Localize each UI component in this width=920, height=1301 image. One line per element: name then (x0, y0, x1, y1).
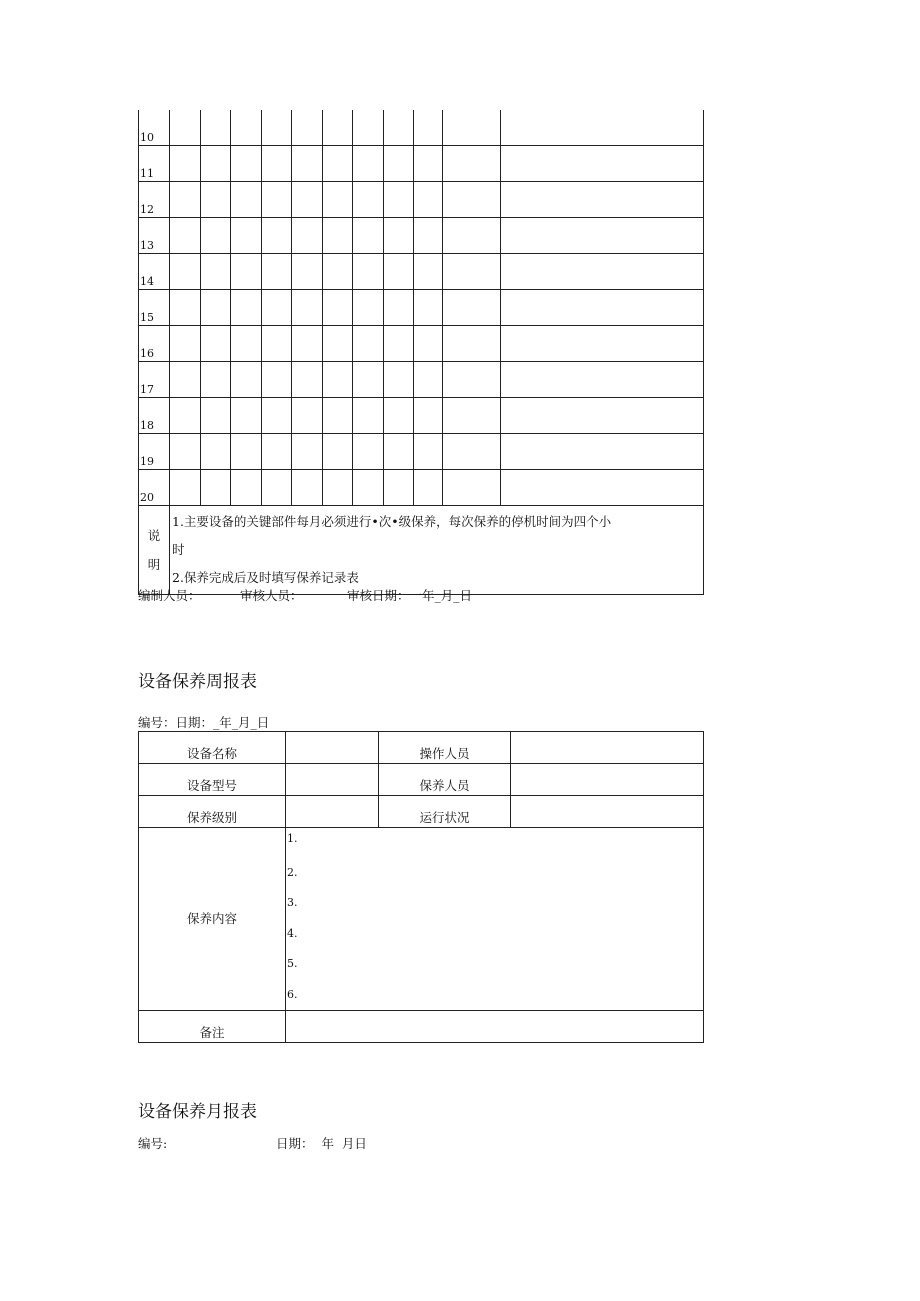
log-cell[interactable] (501, 146, 704, 182)
weekly-report-title: 设备保养周报表 (138, 672, 257, 692)
note-text-cell (170, 506, 704, 595)
log-cell[interactable] (414, 254, 443, 290)
log-row (139, 146, 704, 182)
log-cell[interactable] (231, 434, 262, 470)
log-cell[interactable] (414, 110, 443, 146)
log-cell[interactable] (384, 398, 414, 434)
log-cell[interactable] (414, 470, 443, 506)
log-cell[interactable] (201, 434, 231, 470)
content-item: 3. (287, 896, 298, 910)
log-cell[interactable] (323, 326, 353, 362)
log-cell[interactable] (323, 146, 353, 182)
log-cell[interactable] (353, 398, 384, 434)
log-cell[interactable] (292, 146, 323, 182)
log-row (139, 362, 704, 398)
log-cell[interactable] (292, 182, 323, 218)
row-number: 12 (139, 182, 170, 218)
log-cell[interactable] (384, 434, 414, 470)
monthly-report-code: 编号: (138, 1136, 168, 1151)
row-number: 16 (139, 326, 170, 362)
log-cell[interactable] (323, 182, 353, 218)
log-cell[interactable] (231, 254, 262, 290)
device-name-label: 设备名称 (139, 732, 286, 764)
log-cell[interactable] (501, 362, 704, 398)
log-cell[interactable] (353, 362, 384, 398)
content-item: 1. (287, 832, 298, 845)
log-cell[interactable] (323, 470, 353, 506)
signoff-compiler: 编制人员： (138, 588, 201, 603)
log-cell[interactable] (262, 218, 292, 254)
device-name-value[interactable] (286, 732, 379, 764)
log-cell[interactable] (292, 218, 323, 254)
remarks-label: 备注 (139, 1010, 286, 1042)
log-cell[interactable] (262, 254, 292, 290)
log-cell[interactable] (443, 434, 501, 470)
log-cell[interactable] (170, 470, 201, 506)
log-cell[interactable] (353, 254, 384, 290)
log-cell[interactable] (414, 290, 443, 326)
log-cell[interactable] (501, 254, 704, 290)
log-cell[interactable] (443, 470, 501, 506)
log-cell[interactable] (292, 110, 323, 146)
log-cell[interactable] (231, 290, 262, 326)
log-cell[interactable] (231, 182, 262, 218)
log-cell[interactable] (201, 182, 231, 218)
log-cell[interactable] (443, 110, 501, 146)
content-item: 6. (287, 987, 298, 1001)
log-cell[interactable] (231, 326, 262, 362)
log-cell[interactable] (414, 146, 443, 182)
maintenance-content-list[interactable] (286, 828, 704, 1011)
log-row (139, 254, 704, 290)
log-cell[interactable] (170, 182, 201, 218)
log-cell[interactable] (201, 218, 231, 254)
log-row (139, 470, 704, 506)
device-model-value[interactable] (286, 764, 379, 796)
log-cell[interactable] (353, 290, 384, 326)
maintenance-level-label: 保养级别 (139, 796, 286, 828)
log-cell[interactable] (501, 110, 704, 146)
log-cell[interactable] (201, 110, 231, 146)
log-cell[interactable] (262, 110, 292, 146)
log-cell[interactable] (384, 326, 414, 362)
log-cell[interactable] (170, 110, 201, 146)
log-cell[interactable] (384, 254, 414, 290)
log-cell[interactable] (292, 362, 323, 398)
weekly-report-table (138, 731, 704, 1043)
log-cell[interactable] (201, 254, 231, 290)
log-cell[interactable] (443, 146, 501, 182)
log-row (139, 110, 704, 146)
log-row (139, 434, 704, 470)
row-number: 11 (139, 146, 170, 182)
log-cell[interactable] (323, 110, 353, 146)
log-cell[interactable] (292, 470, 323, 506)
log-cell[interactable] (170, 362, 201, 398)
content-item: 2. (287, 866, 298, 879)
run-status-value[interactable] (511, 796, 704, 828)
log-cell[interactable] (201, 146, 231, 182)
log-cell[interactable] (501, 434, 704, 470)
log-cell[interactable] (443, 326, 501, 362)
log-cell[interactable] (170, 290, 201, 326)
log-cell[interactable] (201, 362, 231, 398)
log-cell[interactable] (353, 434, 384, 470)
log-cell[interactable] (170, 254, 201, 290)
log-cell[interactable] (292, 398, 323, 434)
log-cell[interactable] (353, 146, 384, 182)
operator-value[interactable] (511, 732, 704, 764)
row-number: 18 (139, 398, 170, 434)
log-cell[interactable] (414, 398, 443, 434)
operator-label: 操作人员 (379, 732, 511, 764)
row-number: 14 (139, 254, 170, 290)
log-cell[interactable] (443, 362, 501, 398)
row-number: 17 (139, 362, 170, 398)
log-cell[interactable] (262, 470, 292, 506)
remarks-value[interactable] (286, 1010, 704, 1042)
maintainer-label: 保养人员 (379, 764, 511, 796)
log-cell[interactable] (201, 326, 231, 362)
content-item: 4. (287, 926, 298, 940)
log-cell[interactable] (353, 110, 384, 146)
log-cell[interactable] (323, 362, 353, 398)
log-cell[interactable] (262, 434, 292, 470)
signoff-reviewer: 审核人员： (240, 588, 303, 603)
log-row (139, 290, 704, 326)
monthly-report-date: 日期： 年 月日 (276, 1136, 367, 1151)
log-cell[interactable] (384, 470, 414, 506)
log-cell[interactable] (201, 398, 231, 434)
log-cell[interactable] (501, 326, 704, 362)
log-cell[interactable] (501, 398, 704, 434)
log-cell[interactable] (323, 218, 353, 254)
log-cell[interactable] (201, 290, 231, 326)
log-row (139, 398, 704, 434)
log-cell[interactable] (231, 470, 262, 506)
log-cell[interactable] (323, 254, 353, 290)
maintenance-level-value[interactable] (286, 796, 379, 828)
log-cell[interactable] (292, 290, 323, 326)
log-cell[interactable] (231, 110, 262, 146)
log-cell[interactable] (384, 146, 414, 182)
run-status-label: 运行状况 (379, 796, 511, 828)
log-cell[interactable] (414, 326, 443, 362)
log-cell[interactable] (170, 146, 201, 182)
log-cell[interactable] (170, 326, 201, 362)
log-cell[interactable] (384, 218, 414, 254)
log-cell[interactable] (292, 326, 323, 362)
log-cell[interactable] (262, 146, 292, 182)
content-item: 5. (287, 957, 298, 971)
maintenance-content-label: 保养内容 (139, 828, 286, 1011)
log-cell[interactable] (170, 434, 201, 470)
log-cell[interactable] (384, 362, 414, 398)
log-cell[interactable] (231, 218, 262, 254)
signoff-review-date: 审核日期：一年_月_日 (347, 588, 473, 603)
row-number: 20 (139, 470, 170, 506)
log-cell[interactable] (443, 254, 501, 290)
row-number: 19 (139, 434, 170, 470)
log-cell[interactable] (501, 470, 704, 506)
note-line-1-cont: 时 (172, 542, 185, 557)
log-cell[interactable] (323, 290, 353, 326)
maintenance-log-table (138, 110, 704, 595)
log-cell[interactable] (231, 398, 262, 434)
log-cell[interactable] (353, 470, 384, 506)
log-cell[interactable] (323, 434, 353, 470)
log-cell[interactable] (501, 218, 704, 254)
log-cell[interactable] (231, 146, 262, 182)
log-cell[interactable] (231, 362, 262, 398)
row-number: 13 (139, 218, 170, 254)
log-cell[interactable] (353, 182, 384, 218)
note-label-cell (139, 506, 170, 595)
log-cell[interactable] (384, 290, 414, 326)
log-row (139, 326, 704, 362)
log-cell[interactable] (262, 362, 292, 398)
row-number: 10 (139, 110, 170, 146)
log-cell[interactable] (443, 290, 501, 326)
log-cell[interactable] (353, 326, 384, 362)
monthly-report-title: 设备保养月报表 (138, 1102, 257, 1122)
log-cell[interactable] (501, 182, 704, 218)
log-cell[interactable] (292, 254, 323, 290)
log-cell[interactable] (443, 218, 501, 254)
log-cell[interactable] (414, 182, 443, 218)
log-cell[interactable] (170, 218, 201, 254)
device-model-label: 设备型号 (139, 764, 286, 796)
log-cell[interactable] (262, 398, 292, 434)
row-number: 15 (139, 290, 170, 326)
maintainer-value[interactable] (511, 764, 704, 796)
note-line-2: 2.保养完成后及时填写保养记录表 (172, 570, 359, 585)
log-cell[interactable] (262, 182, 292, 218)
note-label-char-1: 说 (147, 528, 161, 543)
note-line-1: 1.主要设备的关键部件每月必须进行•次•级保养，每次保养的停机时间为四个小 (172, 514, 612, 529)
log-cell[interactable] (384, 182, 414, 218)
note-label-char-2: 明 (147, 557, 161, 572)
log-cell[interactable] (384, 110, 414, 146)
log-cell[interactable] (201, 470, 231, 506)
log-cell[interactable] (443, 398, 501, 434)
log-cell[interactable] (414, 362, 443, 398)
log-cell[interactable] (414, 218, 443, 254)
log-cell[interactable] (292, 434, 323, 470)
log-row (139, 218, 704, 254)
log-cell[interactable] (414, 434, 443, 470)
log-cell[interactable] (262, 326, 292, 362)
log-cell[interactable] (170, 398, 201, 434)
log-cell[interactable] (353, 218, 384, 254)
log-cell[interactable] (443, 182, 501, 218)
log-cell[interactable] (262, 290, 292, 326)
log-row (139, 182, 704, 218)
log-cell[interactable] (323, 398, 353, 434)
log-cell[interactable] (501, 290, 704, 326)
weekly-report-meta: 编号：日期：_年_月_日 (138, 715, 270, 730)
